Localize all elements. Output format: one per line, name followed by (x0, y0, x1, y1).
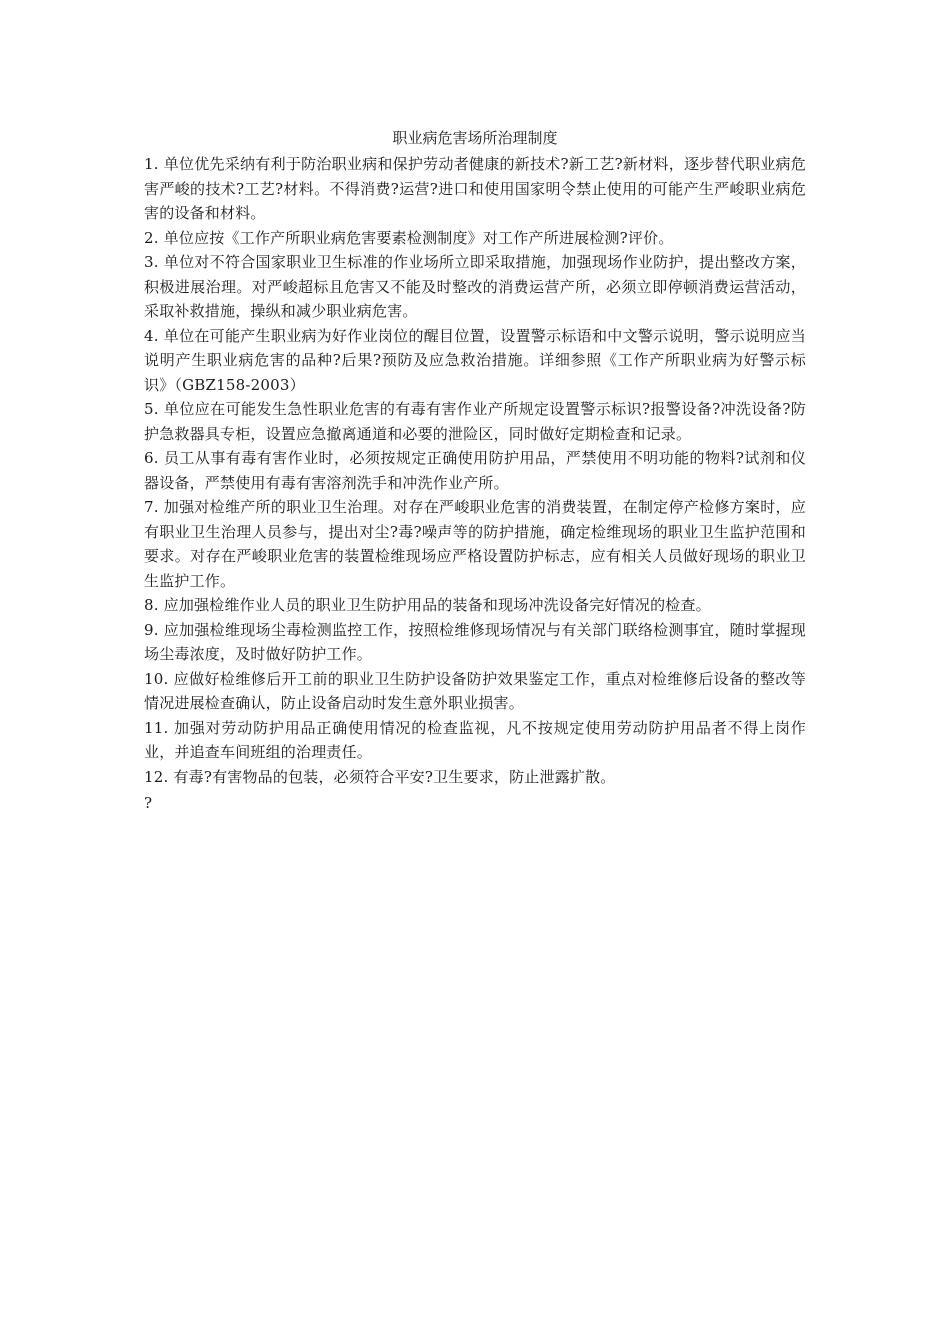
paragraph-10: 10. 应做好检维修后开工前的职业卫生防护设备防护效果鉴定工作，重点对检维修后设备的整改等情况进展检查确认，防止设备启动时发生意外职业损害。 (144, 669, 806, 712)
paragraph-6: 6. 员工从事有毒有害作业时，必须按规定正确使用防护用品，严禁使用不明功能的物料?试剂和仪器设备，严禁使用有毒有害溶剂洗手和冲洗作业产所。 (144, 449, 806, 492)
document-body (144, 152, 806, 789)
paragraph-8: 8. 应加强检维作业人员的职业卫生防护用品的装备和现场冲洗设备完好情况的检查。 (144, 596, 711, 614)
document-page (144, 126, 806, 815)
paragraph-2: 2. 单位应按《工作产所职业病危害要素检测制度》对工作产所进展检测?评价。 (144, 228, 674, 247)
paragraph-11: 11. 加强对劳动防护用品正确使用情况的检查监视，凡不按规定使用劳动防护用品者不得上岗作业，并追查车间班组的治理责任。 (144, 718, 806, 761)
paragraph-4: 4. 单位在可能产生职业病为好作业岗位的醒目位置，设置警示标语和中文警示说明，警示说明应当说明产生职业病危害的品种?后果?预防及应急救治措施。详细参照《工作产所职业病为好警示标识》（GBZ158-2003） (144, 326, 806, 394)
paragraph-7: 7. 加强对检维产所的职业卫生治理。对存在严峻职业危害的消费装置，在制定停产检修方案时，应有职业卫生治理人员参与，提出对尘?毒?噪声等的防护措施，确定检维现场的职业卫生监护范围和要求。对存在严峻职业危害的装置检维现场应严格设置防护标志，应有相关人员做好现场的职业卫生监护工作。 (144, 498, 806, 590)
trailing-mark: ? (144, 794, 153, 812)
paragraph-9: 9. 应加强检维现场尘毒检测监控工作，按照检维修现场情况与有关部门联络检测事宜，随时掌握现场尘毒浓度，及时做好防护工作。 (144, 620, 806, 663)
paragraph-3: 3. 单位对不符合国家职业卫生标准的作业场所立即采取措施，加强现场作业防护，提出整改方案，积极进展治理。对严峻超标且危害又不能及时整改的消费运营产所，必须立即停顿消费运营活动，采取补救措施，操纵和减少职业病危害。 (144, 253, 806, 320)
document-title: 职业病危害场所治理制度 (392, 129, 558, 147)
paragraph-12: 12. 有毒?有害物品的包装，必须符合平安?卫生要求，防止泄露扩散。 (144, 767, 616, 786)
paragraph-1: 1. 单位优先采纳有利于防治职业病和保护劳动者健康的新技术?新工艺?新材料，逐步替代职业病危害严峻的技术?工艺?材料。不得消费?运营?进口和使用国家明令禁止使用的可能产生严峻职业病危害的设备和材料。 (144, 155, 806, 222)
paragraph-5: 5. 单位应在可能发生急性职业危害的有毒有害作业产所规定设置警示标识?报警设备?冲洗设备?防护急救器具专柜，设置应急撤离通道和必要的泄险区，同时做好定期检查和记录。 (144, 400, 806, 443)
